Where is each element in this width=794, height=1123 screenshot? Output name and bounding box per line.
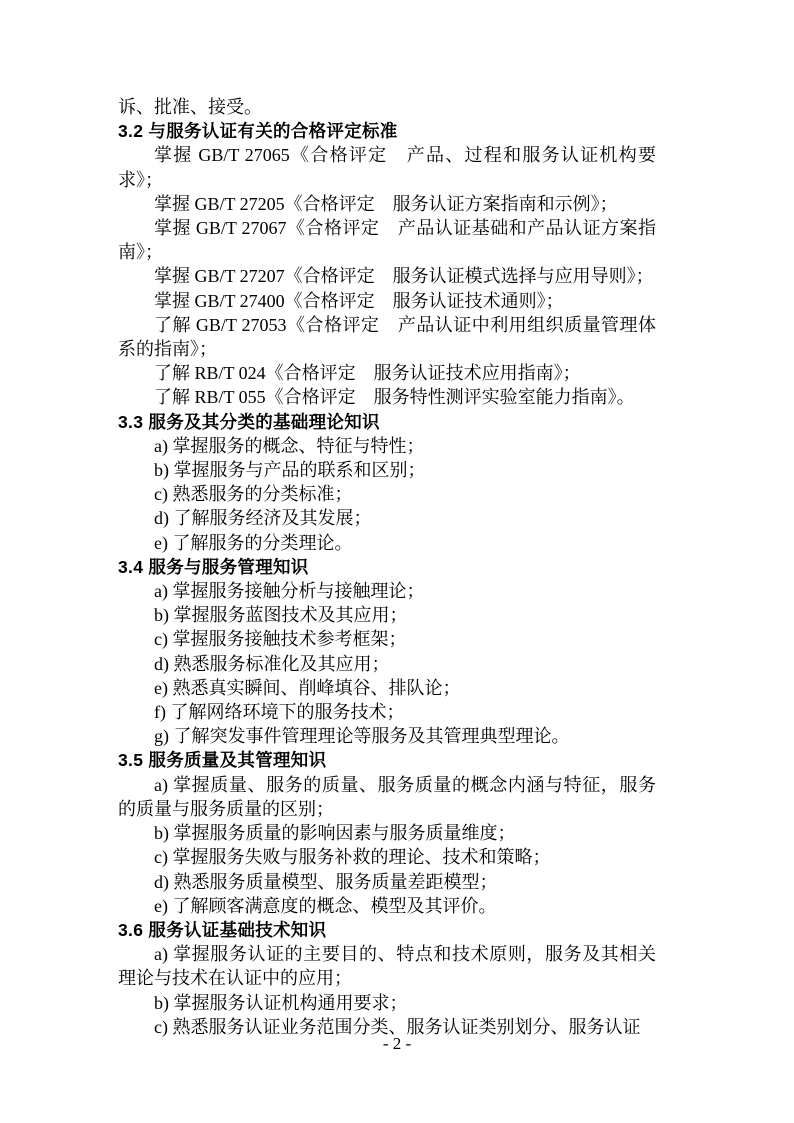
paragraph-continuation: 诉、批准、接受。 <box>118 97 262 117</box>
list-item: e) 了解顾客满意度的概念、模型及其评价。 <box>154 895 497 916</box>
list-item: b) 掌握服务蓝图技术及其应用； <box>154 605 408 626</box>
list-item: d) 熟悉服务标准化及其应用； <box>154 653 390 674</box>
list-item: a) 掌握服务接触分析与接触理论； <box>154 581 425 602</box>
paragraph: 掌握 GB/T 27400《合格评定 服务认证技术通则》； <box>154 290 564 311</box>
list-item: c) 掌握服务失败与服务补救的理论、技术和策略； <box>154 847 551 868</box>
list-item: e) 了解服务的分类理论。 <box>154 532 353 553</box>
list-item: f) 了解网络环境下的服务技术； <box>154 702 405 723</box>
list-item: a) 掌握质量、服务的质量、服务质量的概念内涵与特征，服务的质量与服务质量的区别； <box>118 774 656 819</box>
paragraph: 掌握 GB/T 27205《合格评定 服务认证方案指南和示例》； <box>154 193 618 214</box>
section-heading-3-5: 3.5 服务质量及其管理知识 <box>118 750 327 771</box>
list-item: d) 熟悉服务质量模型、服务质量差距模型； <box>154 871 498 892</box>
paragraph: 了解 RB/T 024《合格评定 服务认证技术应用指南》； <box>154 363 581 384</box>
list-item: e) 熟悉真实瞬间、削峰填谷、排队论； <box>154 677 461 698</box>
list-item: b) 掌握服务质量的影响因素与服务质量维度； <box>154 823 516 844</box>
section-heading-3-2: 3.2 与服务认证有关的合格评定标准 <box>118 121 398 142</box>
list-item: c) 熟悉服务认证业务范围分类、服务认证类别划分、服务认证 <box>154 1016 641 1037</box>
list-item: b) 掌握服务与产品的联系和区别； <box>154 460 426 481</box>
list-item: b) 掌握服务认证机构通用要求； <box>154 992 408 1013</box>
paragraph: 了解 GB/T 27053《合格评定 产品认证中利用组织质量管理体系的指南》； <box>118 314 656 360</box>
paragraph: 掌握 GB/T 27067《合格评定 产品认证基础和产品认证方案指南》； <box>118 218 656 263</box>
list-item: d) 了解服务经济及其发展； <box>154 508 372 529</box>
paragraph: 了解 RB/T 055《合格评定 服务特性测评实验室能力指南》。 <box>154 387 635 408</box>
list-item: c) 掌握服务接触技术参考框架； <box>154 629 407 650</box>
section-heading-3-3: 3.3 服务及其分类的基础理论知识 <box>118 411 380 432</box>
list-item: c) 熟悉服务的分类标准； <box>154 484 353 505</box>
section-heading-3-4: 3.4 服务与服务管理知识 <box>118 556 309 577</box>
paragraph: 掌握 GB/T 27065《合格评定 产品、过程和服务认证机构要求》； <box>118 145 656 190</box>
section-heading-3-6: 3.6 服务认证基础技术知识 <box>118 919 327 940</box>
document-body <box>118 95 656 1039</box>
list-item: a) 掌握服务认证的主要目的、特点和技术原则，服务及其相关理论与技术在认证中的应用； <box>118 944 656 989</box>
page-number: - 2 - <box>382 1034 412 1053</box>
list-item: a) 掌握服务的概念、特征与特性； <box>154 435 425 456</box>
paragraph: 掌握 GB/T 27207《合格评定 服务认证模式选择与应用导则》； <box>154 266 654 287</box>
list-item: g) 了解突发事件管理理论等服务及其管理典型理论。 <box>154 726 570 747</box>
